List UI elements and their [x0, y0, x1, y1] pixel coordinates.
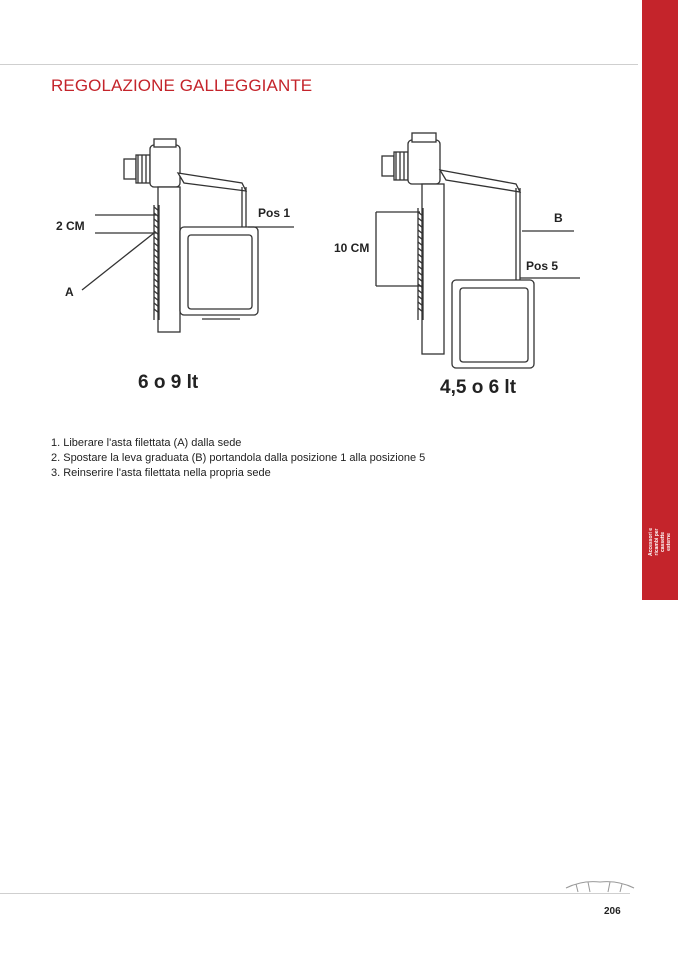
capacity-left: 6 o 9 lt: [138, 372, 199, 393]
rod-label-a: A: [65, 285, 74, 299]
position-label-left: Pos 1: [258, 206, 291, 220]
float-valve-diagram-left: [50, 135, 300, 350]
float-valve-diagram-right: [330, 128, 590, 373]
section-tab-label-wrap: [642, 492, 678, 592]
instruction-step: 1. Liberare l'asta filettata (A) dalla sede: [51, 437, 242, 449]
float-valve-illustration-left: [50, 135, 300, 350]
lever-label-b: B: [554, 211, 563, 225]
instruction-step: 3. Reinserire l'asta filettata nella propria sede: [51, 467, 271, 479]
measure-label-right: 10 CM: [334, 241, 370, 255]
capacity-right: 4,5 o 6 lt: [440, 377, 517, 398]
section-tab-label: Accessori e ricambi per cassette esterne: [648, 527, 672, 557]
top-divider: [0, 64, 638, 65]
bottom-divider: [0, 893, 630, 894]
instruction-step: 2. Spostare la leva graduata (B) portandola dalla posizione 1 alla posizione 5: [51, 452, 426, 464]
footer-ornament-icon: [562, 876, 638, 896]
instruction-list: [51, 436, 425, 481]
page-title: REGOLAZIONE GALLEGGIANTE: [51, 76, 313, 95]
measure-label-left: 2 CM: [56, 219, 85, 233]
position-label-right: Pos 5: [526, 259, 559, 273]
page-number: 206: [604, 906, 621, 917]
